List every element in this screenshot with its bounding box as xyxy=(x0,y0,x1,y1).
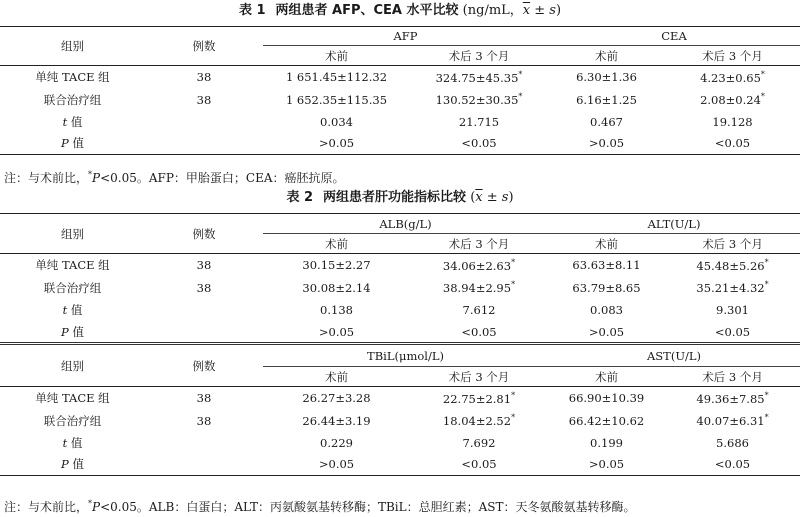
cell-alt-pre: 63.63±8.11 xyxy=(572,258,641,273)
significance-mark: * xyxy=(518,69,523,79)
cell-tbil-post xyxy=(410,410,548,432)
cell-afp-pre: 1 652.35±115.35 xyxy=(285,92,388,107)
note-p: P xyxy=(92,500,101,514)
row-name: 单纯 TACE 组 xyxy=(35,258,110,273)
table2-header-ast-post: 术后 3 个月 xyxy=(702,369,763,384)
table2-header-alb-post: 术后 3 个月 xyxy=(448,236,510,251)
stat-suffix: 值 xyxy=(68,457,84,472)
row-count xyxy=(145,432,263,454)
stat-value: >0.05 xyxy=(588,136,625,151)
stat-value: 0.467 xyxy=(590,114,623,129)
table1-header-afp-pre: 术前 xyxy=(325,48,348,63)
table-row xyxy=(0,254,800,277)
stat-value: 5.686 xyxy=(716,435,749,450)
row-count xyxy=(145,299,263,322)
note-text: <0.05。AFP：甲胎蛋白；CEA：癌胚抗原。 xyxy=(100,171,345,185)
cell-alb-post xyxy=(410,254,548,277)
note-mark: * xyxy=(88,170,93,179)
table-row-p xyxy=(0,133,800,155)
table2-header-ast-pre: 术前 xyxy=(595,369,618,384)
row-name xyxy=(0,133,145,155)
table2-header-ast: AST(U/L) xyxy=(548,344,800,367)
significance-mark: * xyxy=(764,390,769,400)
significance-mark: * xyxy=(518,92,523,102)
row-count: 38 xyxy=(196,70,212,85)
cell-afp-post xyxy=(410,66,548,89)
table2-caption-s: s xyxy=(501,190,509,205)
table1 xyxy=(0,26,800,155)
table2-header-count: 例数 xyxy=(145,214,263,254)
cell-alt-post xyxy=(665,277,800,299)
table2-header-tbil-pre: 术前 xyxy=(325,369,348,384)
row-count xyxy=(145,111,263,133)
cell-value: 34.06±2.63 xyxy=(442,258,512,273)
table2-caption xyxy=(0,190,800,206)
table2-header-tbil: TBiL(μmol/L) xyxy=(263,344,548,367)
table2-caption-pm: ± xyxy=(482,190,502,205)
cell-value: 4.23±0.65 xyxy=(700,70,761,85)
row-count xyxy=(145,454,263,476)
cell-value: 2.08±0.24 xyxy=(700,92,761,107)
cell-cea-post xyxy=(665,89,800,111)
cell-alb-pre: 30.08±2.14 xyxy=(302,280,371,295)
table2-caption-label: 表 2 xyxy=(286,190,314,205)
row-name: 联合治疗组 xyxy=(43,413,102,428)
significance-mark: * xyxy=(764,280,769,290)
cell-ast-post xyxy=(665,387,800,410)
note-p: P xyxy=(92,171,101,185)
table2-caption-open: ( xyxy=(470,190,476,205)
significance-mark: * xyxy=(511,390,516,400)
cell-value: 130.52±30.35 xyxy=(435,92,519,107)
stat-value: 9.301 xyxy=(716,303,749,317)
cell-afp-post xyxy=(410,89,548,111)
cell-alt-post xyxy=(665,254,800,277)
table-row-p xyxy=(0,454,800,476)
stat-suffix: 值 xyxy=(67,435,83,450)
stat-value: >0.05 xyxy=(318,136,355,151)
stat-value: 0.229 xyxy=(320,435,353,450)
table2-header-tbil-post: 术后 3 个月 xyxy=(448,369,510,384)
table1-header-group: 组别 xyxy=(0,27,145,66)
significance-mark: * xyxy=(760,69,765,79)
cell-tbil-post xyxy=(410,387,548,410)
row-name: 单纯 TACE 组 xyxy=(35,70,110,85)
cell-value: 49.36±7.85 xyxy=(696,391,765,406)
table1-header-afp: AFP xyxy=(263,27,548,46)
stat-value: 7.612 xyxy=(462,303,496,317)
row-count: 38 xyxy=(196,258,212,273)
row-count: 38 xyxy=(196,391,212,406)
table1-caption-unit: (ng/mL， xyxy=(462,3,523,18)
stat-symbol: t xyxy=(62,114,68,129)
stat-value: <0.05 xyxy=(461,324,497,339)
cell-cea-pre: 6.30±1.36 xyxy=(576,70,637,85)
stat-value: <0.05 xyxy=(714,457,751,472)
table1-header-cea-pre: 术前 xyxy=(595,48,618,63)
table-row xyxy=(0,277,800,299)
row-count: 38 xyxy=(196,413,212,428)
stat-value: 0.138 xyxy=(320,303,353,317)
stat-value: 7.692 xyxy=(462,435,496,450)
cell-value: 22.75±2.81 xyxy=(442,391,512,406)
table1-caption-pm: ± xyxy=(530,3,550,18)
table-row xyxy=(0,387,800,410)
cell-tbil-pre: 26.44±3.19 xyxy=(302,413,371,428)
stat-value: >0.05 xyxy=(588,324,625,339)
cell-value: 324.75±45.35 xyxy=(435,70,519,85)
table2-header-alt-post: 术后 3 个月 xyxy=(702,236,763,251)
row-count: 38 xyxy=(196,280,212,295)
significance-mark: * xyxy=(764,413,769,423)
table2-header-group-b: 组别 xyxy=(0,344,145,387)
note-prefix: 注：与术前比， xyxy=(4,171,89,185)
row-name xyxy=(0,454,145,476)
cell-value: 18.04±2.52 xyxy=(442,413,512,428)
row-name: 联合治疗组 xyxy=(43,280,102,295)
table1-header-cea: CEA xyxy=(548,27,800,46)
stat-suffix: 值 xyxy=(67,303,83,317)
stat-value: >0.05 xyxy=(318,457,355,472)
stat-value: <0.05 xyxy=(714,324,751,339)
cell-alb-post xyxy=(410,277,548,299)
cell-value: 40.07±6.31 xyxy=(696,413,765,428)
significance-mark: * xyxy=(511,413,516,423)
cell-value: 35.21±4.32 xyxy=(696,280,765,295)
table2-caption-close: ) xyxy=(508,190,514,205)
table-row xyxy=(0,89,800,111)
table1-caption-xbar: $\overline{x}$ xyxy=(522,3,531,18)
stat-suffix: 值 xyxy=(68,136,84,151)
stat-symbol: t xyxy=(62,435,68,450)
row-name xyxy=(0,322,145,344)
stat-symbol: P xyxy=(61,324,69,339)
table1-header-afp-post: 术后 3 个月 xyxy=(448,48,510,63)
table1-caption-label: 表 1 xyxy=(238,3,266,18)
table-row xyxy=(0,410,800,432)
table1-header-count: 例数 xyxy=(145,27,263,66)
cell-ast-post xyxy=(665,410,800,432)
stat-value: <0.05 xyxy=(461,136,497,151)
table-row-t xyxy=(0,299,800,322)
stat-value: <0.05 xyxy=(461,457,497,472)
stat-symbol: t xyxy=(62,303,68,317)
stat-suffix: 值 xyxy=(68,324,84,339)
cell-ast-pre: 66.90±10.39 xyxy=(568,391,645,406)
table1-caption-close: ) xyxy=(555,3,562,18)
table1-caption-s: s xyxy=(549,3,556,18)
cell-value: 38.94±2.95 xyxy=(442,280,512,295)
row-name: 联合治疗组 xyxy=(43,92,102,107)
table2-header-count-b: 例数 xyxy=(145,344,263,387)
table2-header-alb: ALB(g/L) xyxy=(263,214,548,234)
row-name xyxy=(0,299,145,322)
table-row-p xyxy=(0,322,800,344)
table-row-t xyxy=(0,111,800,133)
row-count: 38 xyxy=(196,92,212,107)
note-prefix: 注：与术前比， xyxy=(4,500,89,514)
table2 xyxy=(0,213,800,476)
row-name xyxy=(0,432,145,454)
stat-symbol: P xyxy=(61,457,69,472)
table-row xyxy=(0,66,800,89)
significance-mark: * xyxy=(511,280,516,290)
stat-value: 19.128 xyxy=(712,114,753,129)
table2-caption-title: 两组患者肝功能指标比较 xyxy=(323,190,467,205)
table1-caption xyxy=(0,3,800,19)
cell-value: 45.48±5.26 xyxy=(696,258,765,273)
significance-mark: * xyxy=(764,257,769,267)
table2-header-alt-pre: 术前 xyxy=(595,236,618,251)
table2-header-alb-pre: 术前 xyxy=(325,236,348,251)
significance-mark: * xyxy=(511,257,516,267)
stat-symbol: P xyxy=(61,136,69,151)
stat-value: <0.05 xyxy=(714,136,751,151)
note-mark: * xyxy=(88,499,93,508)
cell-tbil-pre: 26.27±3.28 xyxy=(302,391,371,406)
stat-value: >0.05 xyxy=(588,457,625,472)
cell-alt-pre: 63.79±8.65 xyxy=(572,280,641,295)
cell-ast-pre: 66.42±10.62 xyxy=(568,413,645,428)
significance-mark: * xyxy=(760,92,765,102)
row-name xyxy=(0,111,145,133)
table2-header-alt: ALT(U/L) xyxy=(548,214,800,234)
stat-suffix: 值 xyxy=(67,114,83,129)
cell-afp-pre: 1 651.45±112.32 xyxy=(285,70,388,85)
table2-note xyxy=(4,496,636,515)
row-count xyxy=(145,322,263,344)
stat-value: 0.199 xyxy=(590,435,623,450)
cell-cea-pre: 6.16±1.25 xyxy=(576,92,637,107)
table-row-t xyxy=(0,432,800,454)
stat-value: 0.083 xyxy=(590,303,623,317)
cell-alb-pre: 30.15±2.27 xyxy=(302,258,371,273)
row-count xyxy=(145,133,263,155)
table1-header-cea-post: 术后 3 个月 xyxy=(702,48,763,63)
stat-value: 21.715 xyxy=(458,114,500,129)
cell-cea-post xyxy=(665,66,800,89)
row-name: 单纯 TACE 组 xyxy=(35,391,110,406)
stat-value: 0.034 xyxy=(320,114,353,129)
table1-caption-title: 两组患者 AFP、CEA 水平比较 xyxy=(275,3,459,18)
table2-header-group: 组别 xyxy=(0,214,145,254)
table2-caption-xbar: $\overline{x}$ xyxy=(475,190,483,205)
stat-value: >0.05 xyxy=(318,324,355,339)
note-text: <0.05。ALB：白蛋白；ALT：丙氨酸氨基转移酶；TBiL：总胆红素；AST：天冬氨酸氨基转移酶。 xyxy=(100,500,636,514)
table1-note xyxy=(4,167,345,186)
